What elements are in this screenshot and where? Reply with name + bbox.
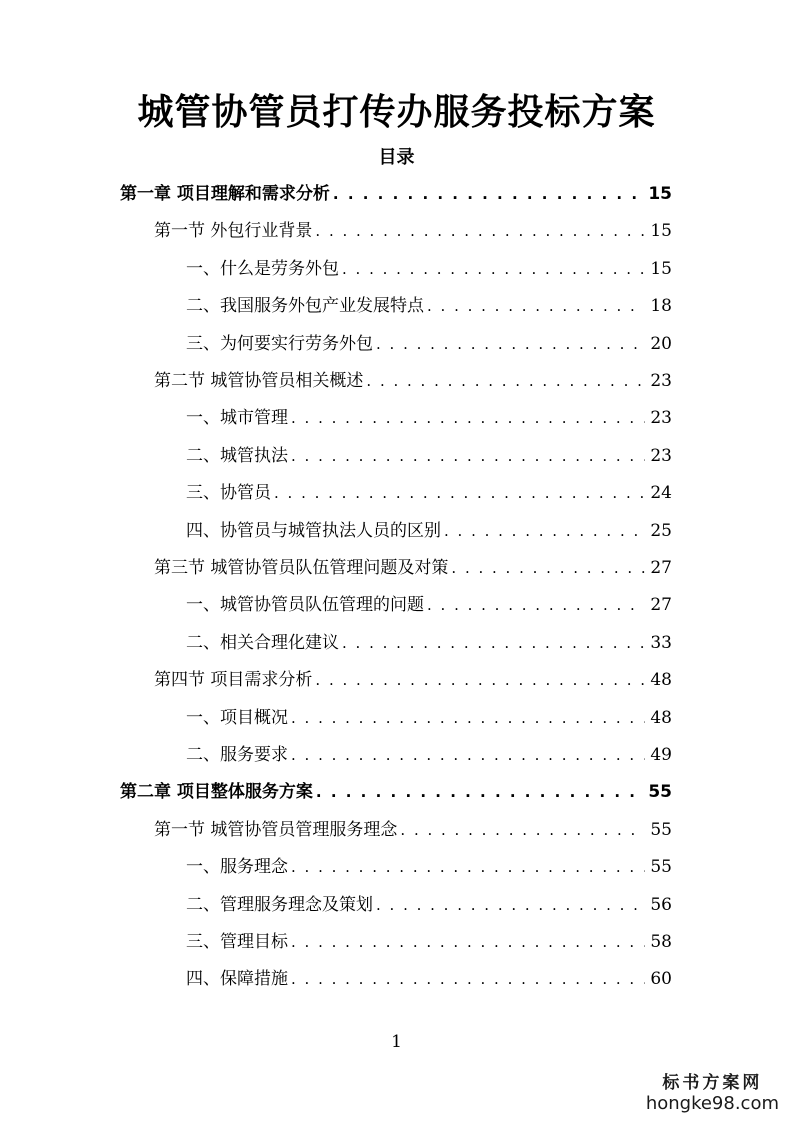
toc-entry[interactable] bbox=[186, 326, 672, 362]
toc-entry-label: 二、管理服务理念及策划 bbox=[186, 894, 373, 915]
toc-heading: 目录 bbox=[378, 147, 415, 168]
toc-leader-dots bbox=[291, 438, 645, 474]
toc-entry-label: 四、保障措施 bbox=[186, 969, 288, 990]
watermark-line2: hongke98.com bbox=[645, 1093, 779, 1114]
toc-entry-page: 23 bbox=[650, 371, 672, 391]
toc-entry[interactable] bbox=[154, 213, 672, 249]
toc-entry-label: 第二章 项目整体服务方案 bbox=[120, 782, 313, 803]
toc-entry-page: 25 bbox=[650, 520, 672, 541]
toc-entry-label: 二、服务要求 bbox=[186, 745, 288, 765]
toc-entry-page: 27 bbox=[650, 558, 672, 578]
toc-entry[interactable] bbox=[186, 887, 672, 923]
toc-entry-label: 二、我国服务外包产业发展特点 bbox=[186, 296, 424, 317]
toc-entry-label: 一、什么是劳务外包 bbox=[186, 258, 339, 279]
toc-entry-label: 一、城管协管员队伍管理的问题 bbox=[186, 595, 424, 616]
toc-entry-label: 二、相关合理化建议 bbox=[186, 632, 339, 653]
toc-entry-page: 56 bbox=[650, 894, 672, 915]
toc-entry-page: 55 bbox=[650, 819, 672, 840]
toc-entry-label: 第一章 项目理解和需求分析 bbox=[120, 184, 330, 204]
toc-entry[interactable] bbox=[186, 251, 672, 287]
toc-entry[interactable] bbox=[186, 700, 672, 736]
toc-entry-label: 第四节 项目需求分析 bbox=[154, 670, 313, 691]
toc-entry-page: 49 bbox=[650, 745, 672, 765]
watermark-logo bbox=[646, 1068, 779, 1114]
toc-leader-dots bbox=[444, 513, 645, 549]
toc-entry-page: 15 bbox=[648, 184, 672, 204]
page-number: 1 bbox=[391, 1032, 402, 1052]
toc-entry[interactable] bbox=[120, 176, 672, 212]
toc-entry-page: 23 bbox=[650, 445, 672, 466]
toc-entry-label: 第三节 城管协管员队伍管理问题及对策 bbox=[154, 558, 449, 578]
toc-entry[interactable] bbox=[186, 924, 672, 960]
toc-entry[interactable] bbox=[186, 288, 672, 324]
toc-leader-dots bbox=[342, 625, 645, 661]
toc-entry[interactable] bbox=[186, 400, 672, 436]
toc-entry-label: 第一节 外包行业背景 bbox=[154, 221, 313, 242]
toc-leader-dots bbox=[376, 887, 645, 923]
toc-leader-dots bbox=[274, 475, 645, 511]
toc-entry-page: 24 bbox=[650, 483, 672, 504]
toc-entry-label: 三、管理目标 bbox=[186, 932, 288, 952]
toc-leader-dots bbox=[291, 737, 645, 773]
toc-entry-label: 三、为何要实行劳务外包 bbox=[186, 333, 373, 354]
toc-entry-page: 48 bbox=[650, 670, 672, 691]
toc-leader-dots bbox=[315, 213, 645, 249]
watermark-line1: 标书方案网 bbox=[662, 1073, 763, 1093]
toc-entry-label: 三、协管员 bbox=[186, 483, 271, 504]
toc-entry-page: 15 bbox=[650, 221, 672, 242]
toc-entry[interactable] bbox=[186, 438, 672, 474]
toc-entry[interactable] bbox=[186, 849, 672, 885]
toc-entry-label: 一、城市管理 bbox=[186, 408, 288, 429]
toc-entry-page: 48 bbox=[650, 707, 672, 728]
toc-entry-page: 23 bbox=[650, 408, 672, 429]
toc-entry[interactable] bbox=[186, 737, 672, 773]
toc-entry[interactable] bbox=[154, 812, 672, 848]
toc-entry[interactable] bbox=[186, 513, 672, 549]
toc-entry-page: 20 bbox=[650, 333, 672, 354]
toc-leader-dots bbox=[316, 774, 645, 810]
toc-entry[interactable] bbox=[186, 961, 672, 997]
toc-entry[interactable] bbox=[154, 662, 672, 698]
toc-entry-page: 58 bbox=[650, 932, 672, 952]
toc-entry-page: 15 bbox=[650, 258, 672, 279]
toc-leader-dots bbox=[427, 288, 645, 324]
toc-entry-page: 27 bbox=[650, 595, 672, 616]
toc-leader-dots bbox=[451, 550, 645, 586]
toc-leader-dots bbox=[400, 812, 645, 848]
toc-leader-dots bbox=[291, 700, 645, 736]
toc-entry[interactable] bbox=[186, 587, 672, 623]
toc-leader-dots bbox=[366, 363, 645, 399]
toc-entry-page: 55 bbox=[650, 857, 672, 878]
document-title: 城管协管员打传办服务投标方案 bbox=[137, 92, 656, 133]
toc-leader-dots bbox=[427, 587, 645, 623]
toc-entry-page: 55 bbox=[648, 782, 672, 803]
toc-leader-dots bbox=[342, 251, 645, 287]
toc-leader-dots bbox=[291, 924, 645, 960]
toc-leader-dots bbox=[291, 961, 645, 997]
toc-entry-label: 二、城管执法 bbox=[186, 445, 288, 466]
toc-entry-label: 一、项目概况 bbox=[186, 707, 288, 728]
toc-leader-dots bbox=[333, 176, 645, 212]
toc-entry-page: 60 bbox=[650, 969, 672, 990]
toc-entry[interactable] bbox=[120, 774, 672, 810]
toc-leader-dots bbox=[291, 849, 645, 885]
toc-leader-dots bbox=[291, 400, 645, 436]
toc-entry-label: 第二节 城管协管员相关概述 bbox=[154, 371, 364, 391]
toc-leader-dots bbox=[315, 662, 645, 698]
toc-entry-label: 一、服务理念 bbox=[186, 857, 288, 878]
toc-entry-label: 第一节 城管协管员管理服务理念 bbox=[154, 819, 398, 840]
toc-entry[interactable] bbox=[154, 363, 672, 399]
toc-leader-dots bbox=[376, 326, 645, 362]
toc-entry-page: 33 bbox=[650, 632, 672, 653]
toc-entry[interactable] bbox=[154, 550, 672, 586]
toc-entry-label: 四、协管员与城管执法人员的区别 bbox=[186, 520, 441, 541]
toc-entry-page: 18 bbox=[650, 296, 672, 317]
toc-entry[interactable] bbox=[186, 475, 672, 511]
toc-entry[interactable] bbox=[186, 625, 672, 661]
